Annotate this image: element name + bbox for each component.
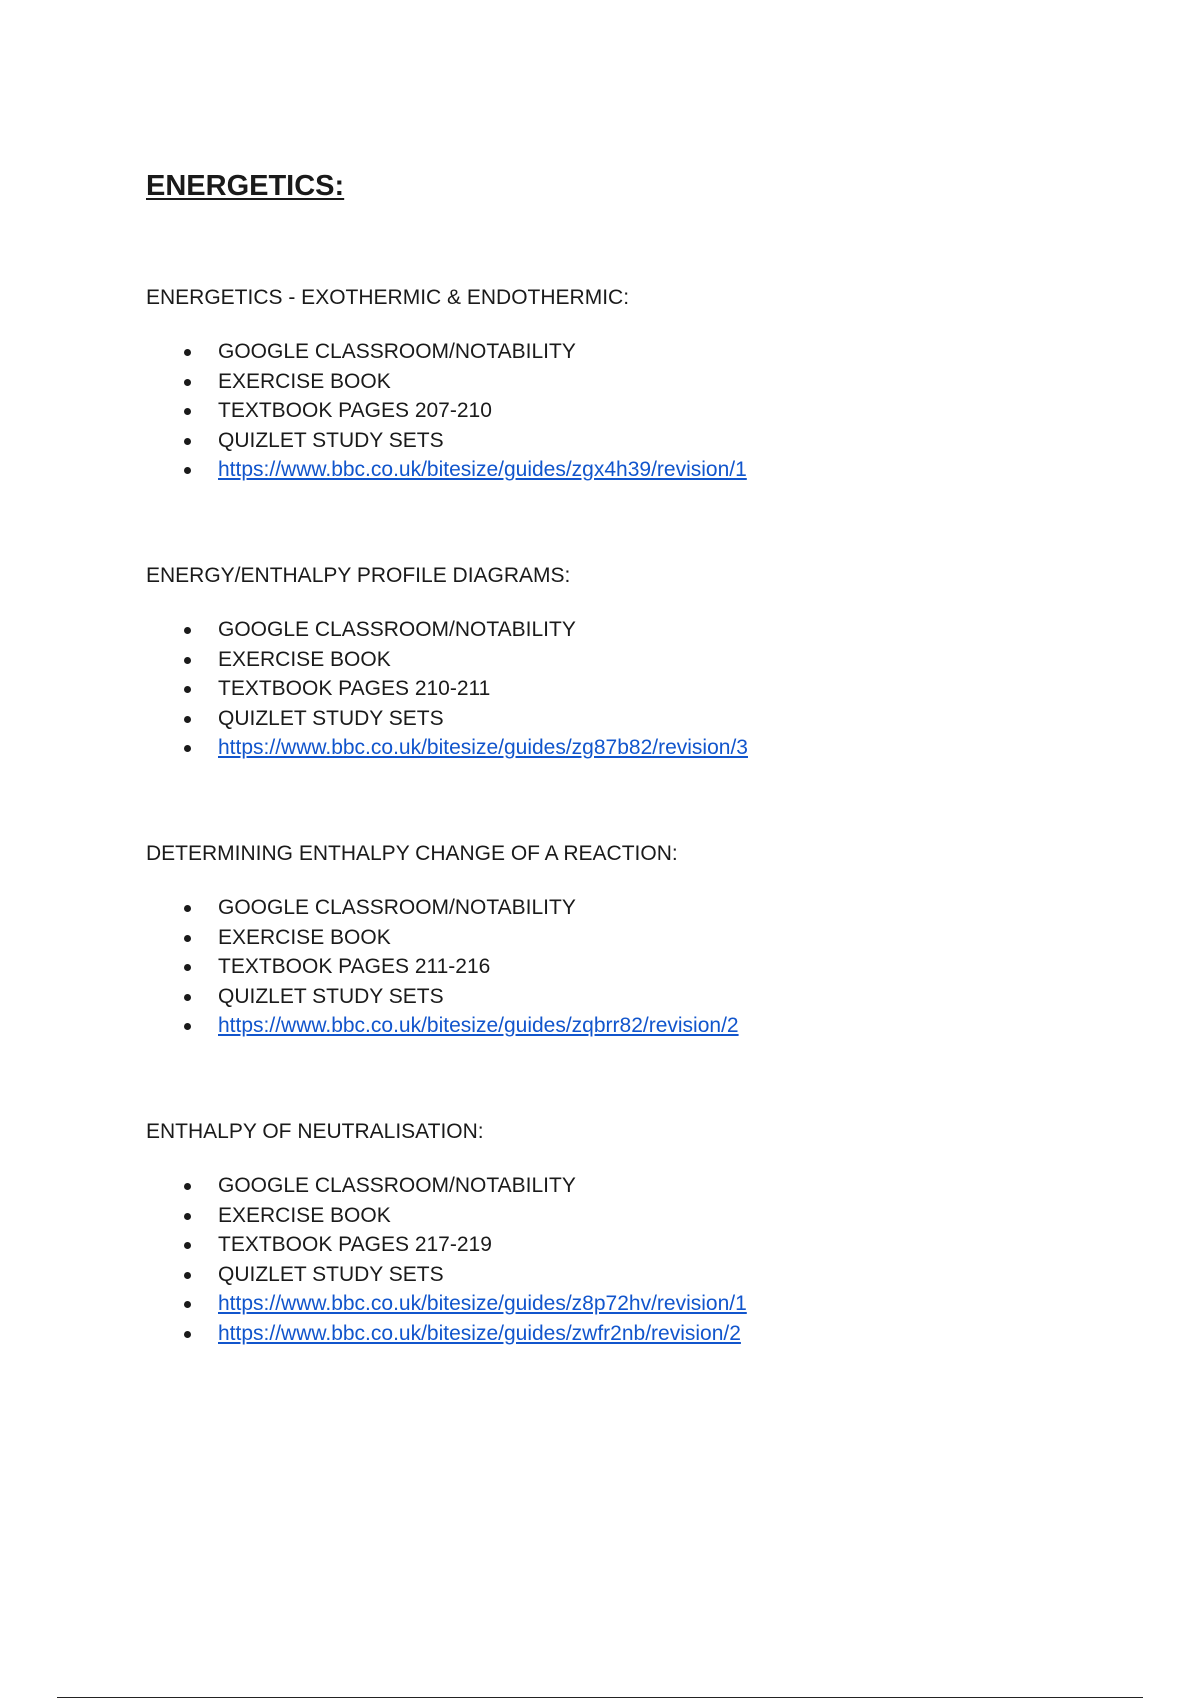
section-heading: ENTHALPY OF NEUTRALISATION:: [146, 1120, 484, 1143]
list-item: [146, 367, 1146, 397]
bitesize-link[interactable]: https://www.bbc.co.uk/bitesize/guides/zg87b82/revision/3: [218, 736, 748, 759]
bullet-icon: [184, 408, 191, 415]
list-item: [146, 952, 1146, 982]
bullet-icon: [184, 349, 191, 356]
bitesize-link[interactable]: https://www.bbc.co.uk/bitesize/guides/zwfr2nb/revision/2: [218, 1321, 741, 1345]
bullet-icon: [184, 905, 191, 912]
bitesize-link[interactable]: https://www.bbc.co.uk/bitesize/guides/zqbrr82/revision/2: [218, 1014, 739, 1037]
list-item: [146, 674, 1146, 704]
bullet-icon: [184, 994, 191, 1001]
list-item: [146, 1319, 1146, 1349]
list-item-text: TEXTBOOK PAGES 207-210: [218, 399, 492, 422]
list-item-text: QUIZLET STUDY SETS: [218, 1262, 444, 1286]
bitesize-link[interactable]: https://www.bbc.co.uk/bitesize/guides/zgx4h39/revision/1: [218, 458, 747, 481]
list-item: [146, 733, 1146, 763]
section-heading: ENERGY/ENTHALPY PROFILE DIAGRAMS:: [146, 564, 571, 587]
list-item-text: EXERCISE BOOK: [218, 925, 391, 949]
list-item: [146, 455, 1146, 485]
list-item-text: GOOGLE CLASSROOM/NOTABILITY: [218, 618, 576, 641]
list-item: [146, 396, 1146, 426]
list-item: [146, 1230, 1146, 1260]
list-item-text: TEXTBOOK PAGES 211-216: [218, 955, 491, 978]
list-item: [146, 615, 1146, 645]
section-heading: DETERMINING ENTHALPY CHANGE OF A REACTION:: [146, 842, 678, 865]
list-item: [146, 982, 1146, 1012]
list-item-text: GOOGLE CLASSROOM/NOTABILITY: [218, 340, 576, 363]
resource-list: [146, 893, 1146, 1041]
resource-list: [146, 337, 1146, 485]
section-exothermic-endothermic: [146, 283, 1146, 485]
bullet-icon: [184, 467, 191, 474]
list-item: [146, 923, 1146, 953]
bullet-icon: [184, 1331, 191, 1338]
list-item-text: QUIZLET STUDY SETS: [218, 984, 444, 1008]
page-title: ENERGETICS:: [146, 170, 345, 202]
bullet-icon: [184, 716, 191, 723]
section-heading: ENERGETICS - EXOTHERMIC & ENDOTHERMIC:: [146, 286, 630, 309]
list-item: [146, 1171, 1146, 1201]
bullet-icon: [184, 964, 191, 971]
list-item: [146, 1011, 1146, 1041]
bullet-icon: [184, 745, 191, 752]
bullet-icon: [184, 1213, 191, 1220]
list-item: [146, 645, 1146, 675]
resource-list: [146, 1171, 1146, 1348]
list-item: [146, 426, 1146, 456]
list-item: [146, 704, 1146, 734]
bullet-icon: [184, 1301, 191, 1308]
section-neutralisation: [146, 1117, 1146, 1348]
bullet-icon: [184, 379, 191, 386]
list-item: [146, 1289, 1146, 1319]
bullet-icon: [184, 627, 191, 634]
bullet-icon: [184, 1023, 191, 1030]
section-profile-diagrams: [146, 561, 1146, 763]
list-item-text: QUIZLET STUDY SETS: [218, 428, 444, 452]
bitesize-link[interactable]: https://www.bbc.co.uk/bitesize/guides/z8p72hv/revision/1: [218, 1292, 747, 1315]
bullet-icon: [184, 1183, 191, 1190]
list-item-text: GOOGLE CLASSROOM/NOTABILITY: [218, 1174, 576, 1197]
bullet-icon: [184, 686, 191, 693]
list-item-text: EXERCISE BOOK: [218, 1203, 391, 1227]
list-item-text: QUIZLET STUDY SETS: [218, 706, 444, 730]
list-item: [146, 1201, 1146, 1231]
list-item-text: TEXTBOOK PAGES 210-211: [218, 677, 491, 700]
list-item: [146, 337, 1146, 367]
resource-list: [146, 615, 1146, 763]
section-enthalpy-change: [146, 839, 1146, 1041]
footer-rule: [57, 1697, 1143, 1698]
list-item-text: EXERCISE BOOK: [218, 369, 391, 393]
list-item-text: EXERCISE BOOK: [218, 647, 391, 671]
list-item: [146, 1260, 1146, 1290]
list-item: [146, 893, 1146, 923]
bullet-icon: [184, 657, 191, 664]
bullet-icon: [184, 1272, 191, 1279]
bullet-icon: [184, 1242, 191, 1249]
list-item-text: GOOGLE CLASSROOM/NOTABILITY: [218, 896, 576, 919]
bullet-icon: [184, 438, 191, 445]
bullet-icon: [184, 935, 191, 942]
list-item-text: TEXTBOOK PAGES 217-219: [218, 1233, 492, 1256]
